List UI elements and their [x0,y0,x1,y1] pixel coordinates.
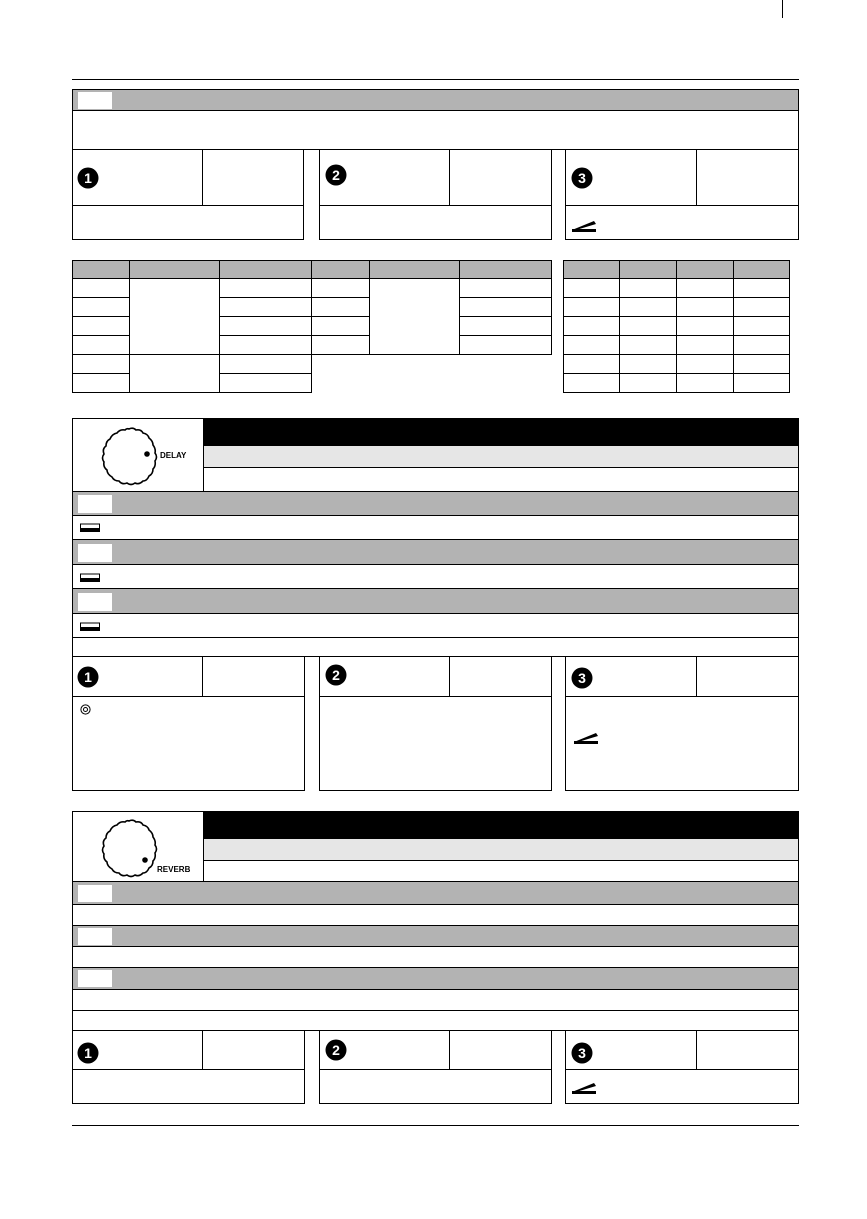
reverb-subtitle-bar [204,839,798,861]
svg-text:1: 1 [84,170,92,186]
expression-pedal-icon [572,730,600,744]
delay-type-row-3-tag [78,593,112,611]
reverb-param3-box [565,1030,799,1104]
delay-knob-icon [98,426,160,488]
delay-title-bar [203,418,799,446]
delay-type-row-2-header [72,539,799,565]
footer-rule [72,1125,799,1126]
reverb-note-row [72,1010,799,1031]
delay-type-row-1-tag [78,495,112,513]
svg-text:3: 3 [578,170,586,186]
number-3-icon [571,1042,593,1064]
svg-text:3: 3 [578,670,586,686]
section1-param3-divider-v [696,149,697,206]
reverb-type-row-3-body [72,989,799,1011]
number-1-icon [77,167,99,189]
number-3-icon [571,167,593,189]
section1-param1-box [72,149,304,240]
delay-param2-divider-h [319,696,552,697]
number-1-icon [77,1042,99,1064]
delay-param1-box [72,656,305,791]
section1-param1-divider-v [202,149,203,206]
section1-param2-box [319,149,552,240]
footswitch-icon [80,522,100,532]
section1-param1-divider-h [72,205,304,206]
reverb-param1-box [72,1030,305,1104]
delay-param1-divider-h [72,696,305,697]
number-2-icon [325,164,347,186]
reverb-type-row-2-tag [78,928,112,945]
delay-param3-box [565,656,799,791]
section1-param2-divider-h [319,205,552,206]
expression-pedal-icon [570,218,598,232]
reverb-param2-divider-v [449,1030,450,1070]
section1-param2-divider-v [449,149,450,206]
reverb-knob-icon [98,818,160,880]
section1-header-bar [72,89,799,111]
delay-param2-divider-v [449,656,450,697]
svg-text:1: 1 [84,669,92,685]
reverb-param2-box [319,1030,552,1104]
delay-type-row-2-body [72,564,799,589]
section1-header-tag [78,92,112,109]
section1-param3-box [565,149,799,240]
reverb-type-row-1-body [72,904,799,926]
delay-type-row-3-header [72,588,799,614]
section1-param3-divider-h [565,205,799,206]
footswitch-icon [80,621,100,631]
svg-text:2: 2 [332,667,340,683]
expression-pedal-icon [570,1080,598,1094]
reverb-type-row-1-header [72,881,799,905]
delay-param3-divider-h [565,696,799,697]
reverb-type-row-1-tag [78,885,112,902]
reverb-param1-divider-h [72,1069,305,1070]
parameter-table-b [563,260,790,393]
delay-type-row-1-header [72,491,799,516]
svg-text:3: 3 [578,1045,586,1061]
reverb-param2-divider-h [319,1069,552,1070]
delay-note-row [72,637,799,657]
svg-text:2: 2 [332,1042,340,1058]
reverb-param3-divider-v [696,1030,697,1070]
number-2-icon [325,1039,347,1061]
page-edge-mark [782,0,783,18]
footswitch-icon [80,572,100,582]
delay-type-row-1-body [72,515,799,540]
header-rule [72,79,799,80]
delay-type-row-2-tag [78,544,112,562]
delay-param2-box [319,656,552,791]
reverb-type-row-3-tag [78,970,112,987]
svg-text:2: 2 [332,167,340,183]
reverb-knob-label: REVERB [157,865,191,874]
reverb-title-bar [203,811,799,839]
number-3-icon [571,667,593,689]
delay-subtitle-bar [204,446,798,468]
reverb-type-row-2-header [72,925,799,947]
delay-knob-label: DELAY [160,451,187,460]
reverb-type-row-3-header [72,967,799,990]
delay-type-row-3-body [72,613,799,638]
parameter-table-a [72,260,552,393]
circle-marker-icon [80,704,91,715]
section1-description [72,110,799,150]
number-1-icon [77,666,99,688]
reverb-param3-divider-h [565,1069,799,1070]
delay-param3-divider-v [696,656,697,697]
svg-text:1: 1 [84,1045,92,1061]
reverb-type-row-2-body [72,946,799,968]
number-2-icon [325,664,347,686]
reverb-param1-divider-v [202,1030,203,1070]
delay-param1-divider-v [202,656,203,697]
